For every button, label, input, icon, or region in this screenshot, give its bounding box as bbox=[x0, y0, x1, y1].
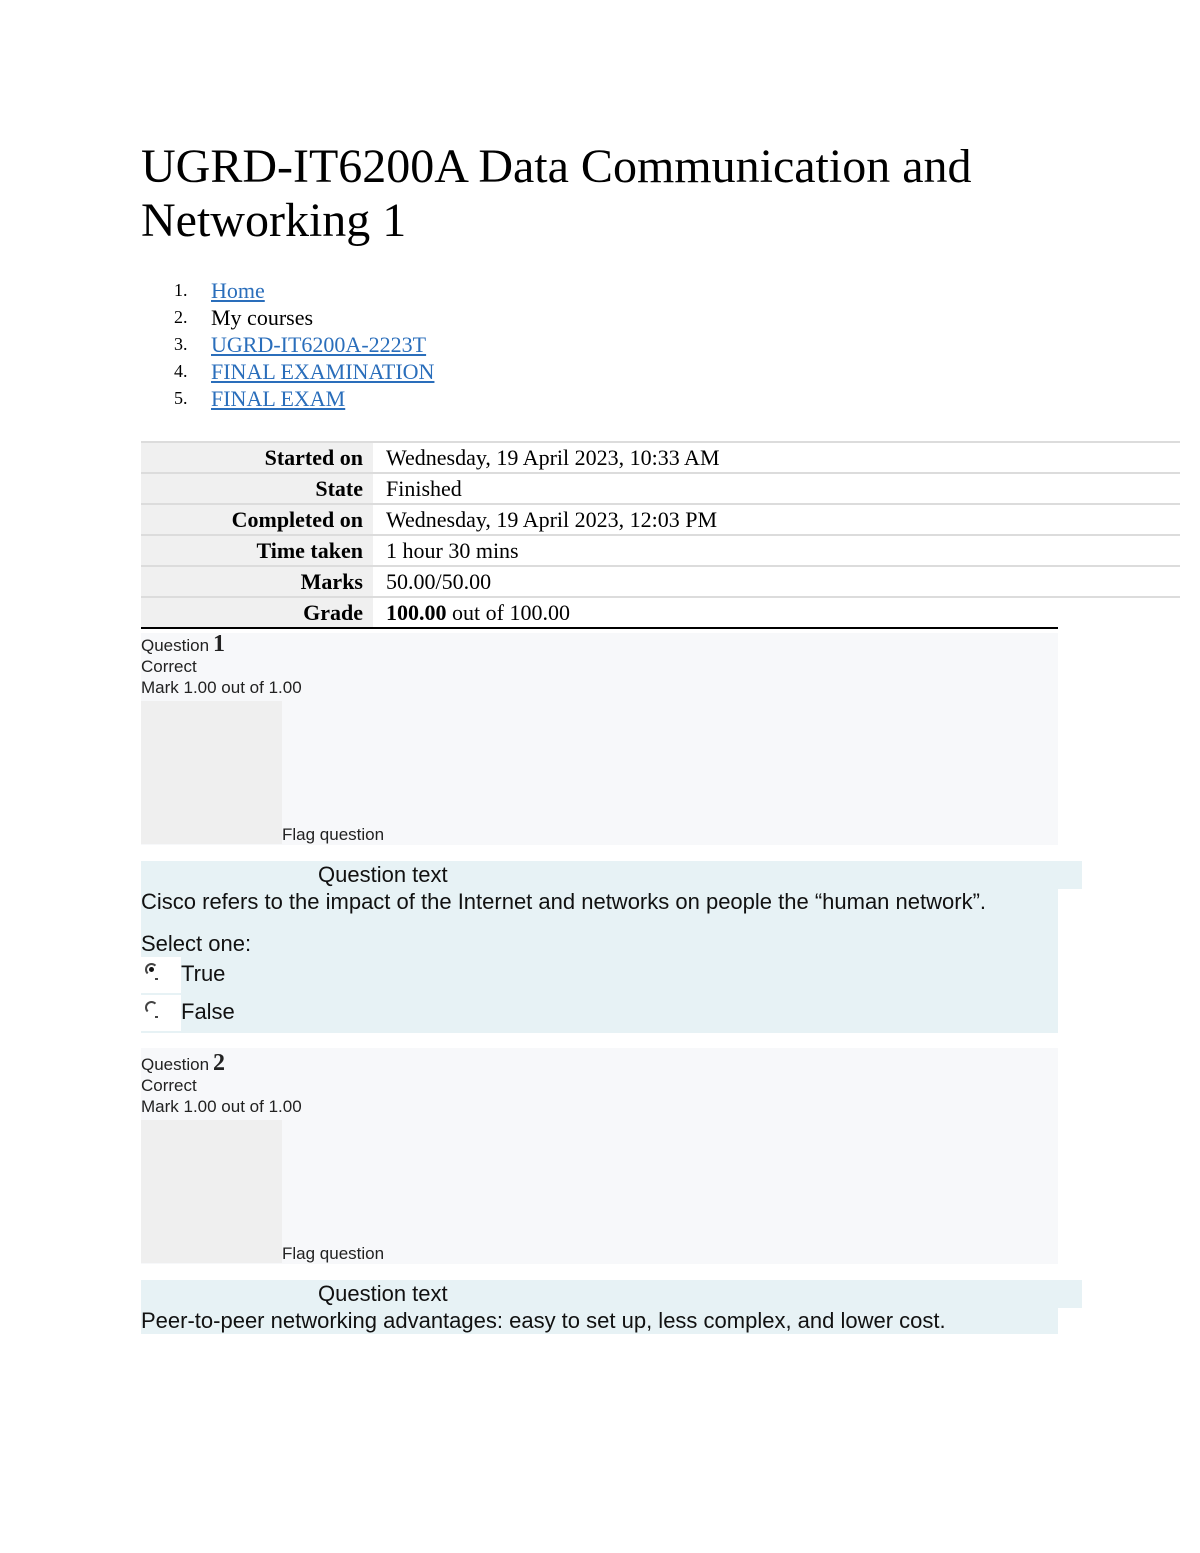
grade-out-of: out of 100.00 bbox=[446, 600, 570, 625]
breadcrumb-item-home bbox=[141, 277, 434, 304]
answer-option-false[interactable] bbox=[141, 995, 441, 1033]
radio-unchecked-icon[interactable] bbox=[145, 1001, 158, 1014]
question-text-heading bbox=[317, 1280, 1082, 1308]
question-label: Question bbox=[141, 1055, 210, 1074]
breadcrumb-link-course[interactable]: UGRD-IT6200A-2223T bbox=[211, 332, 427, 357]
summary-label: Time taken bbox=[141, 535, 373, 566]
breadcrumb-number: 2. bbox=[174, 307, 188, 327]
question-content-1 bbox=[141, 861, 1058, 1033]
question-mark: Mark 1.00 out of 1.00 bbox=[141, 1097, 302, 1116]
breadcrumb-link-final-exam[interactable]: FINAL EXAM bbox=[211, 386, 346, 411]
summary-row-started-on bbox=[141, 442, 1180, 473]
breadcrumb-item-course bbox=[141, 331, 434, 358]
breadcrumb-text-my-courses: My courses bbox=[211, 305, 314, 330]
flag-icon[interactable] bbox=[141, 701, 282, 844]
radio-container bbox=[141, 995, 181, 1031]
breadcrumb-number: 1. bbox=[174, 280, 188, 300]
question-text-heading bbox=[317, 861, 1082, 889]
summary-value: 50.00/50.00 bbox=[373, 566, 1180, 597]
grade-score: 100.00 bbox=[386, 600, 447, 625]
summary-label: Marks bbox=[141, 566, 373, 597]
summary-row-marks bbox=[141, 566, 1180, 597]
radio-tick-mark bbox=[155, 978, 158, 980]
question-status: Correct bbox=[141, 1076, 197, 1095]
summary-value: Finished bbox=[373, 473, 1180, 504]
summary-row-completed-on bbox=[141, 504, 1180, 535]
summary-value: Wednesday, 19 April 2023, 12:03 PM bbox=[373, 504, 1180, 535]
answer-option-true[interactable] bbox=[141, 957, 441, 995]
radio-checked-icon[interactable] bbox=[145, 963, 158, 976]
flag-question-link[interactable]: Flag question bbox=[282, 825, 385, 844]
question-number: 1 bbox=[213, 631, 226, 657]
radio-tick-mark bbox=[155, 1016, 158, 1018]
question-status: Correct bbox=[141, 657, 197, 676]
select-one-label: Select one: bbox=[141, 931, 252, 956]
answer-label: False bbox=[181, 999, 235, 1024]
question-heading bbox=[141, 1052, 1058, 1075]
breadcrumb-link-final-examination[interactable]: FINAL EXAMINATION bbox=[211, 359, 435, 384]
summary-value: Wednesday, 19 April 2023, 10:33 AM bbox=[373, 442, 1180, 473]
question-content-2 bbox=[141, 1280, 1058, 1334]
breadcrumb-item-my-courses bbox=[141, 304, 434, 331]
question-text-heading-label: Question text bbox=[318, 862, 448, 887]
breadcrumb bbox=[141, 277, 434, 412]
breadcrumb-number: 3. bbox=[174, 334, 188, 354]
question-number: 2 bbox=[213, 1050, 226, 1076]
breadcrumb-item-final-examination bbox=[141, 358, 434, 385]
flag-icon[interactable] bbox=[141, 1120, 282, 1263]
breadcrumb-item-final-exam bbox=[141, 385, 434, 412]
attempt-summary-table bbox=[141, 441, 1180, 627]
breadcrumb-number: 4. bbox=[174, 361, 188, 381]
summary-label: Started on bbox=[141, 442, 373, 473]
summary-label: Completed on bbox=[141, 504, 373, 535]
question-mark: Mark 1.00 out of 1.00 bbox=[141, 678, 302, 697]
summary-divider bbox=[141, 627, 1058, 629]
question-text-heading-label: Question text bbox=[318, 1281, 448, 1306]
radio-container bbox=[141, 957, 181, 993]
question-label: Question bbox=[141, 636, 210, 655]
summary-row-state bbox=[141, 473, 1180, 504]
summary-row-grade bbox=[141, 597, 1180, 627]
summary-value: 1 hour 30 mins bbox=[373, 535, 1180, 566]
question-text: Cisco refers to the impact of the Internet and networks on people the “human network”. bbox=[141, 889, 987, 914]
question-heading bbox=[141, 633, 1058, 656]
summary-label: State bbox=[141, 473, 373, 504]
summary-value bbox=[373, 597, 1180, 627]
question-text: Peer-to-peer networking advantages: easy to set up, less complex, and lower cost. bbox=[141, 1308, 946, 1333]
summary-row-time-taken bbox=[141, 535, 1180, 566]
question-info-2 bbox=[141, 1048, 1058, 1264]
page-title: UGRD-IT6200A Data Communication and Networking 1 bbox=[141, 140, 972, 247]
summary-label: Grade bbox=[141, 597, 373, 627]
breadcrumb-link-home[interactable]: Home bbox=[211, 278, 265, 303]
breadcrumb-number: 5. bbox=[174, 388, 188, 408]
flag-question-link[interactable]: Flag question bbox=[282, 1244, 385, 1263]
answer-label: True bbox=[181, 961, 226, 986]
question-info-1 bbox=[141, 633, 1058, 845]
